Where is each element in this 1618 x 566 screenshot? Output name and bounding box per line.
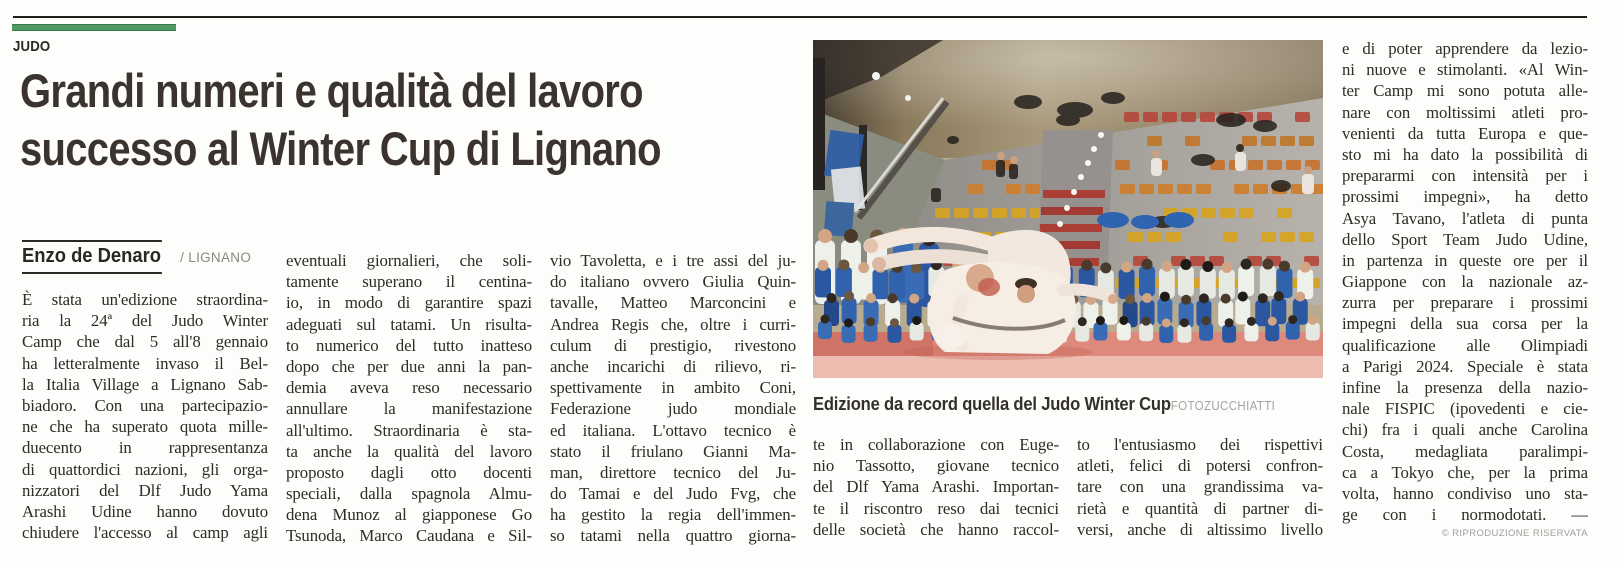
body-text-line: adeguati sul tatami. Un risulta- xyxy=(286,314,532,334)
body-text-line: ha letteralmente invaso il Bel- xyxy=(22,353,268,373)
byline-place xyxy=(180,250,251,265)
byline-location: LIGNANO xyxy=(188,250,252,265)
body-text-line: nare con moltissimi atleti pro- xyxy=(1342,102,1588,122)
body-text-line: to numerico del tutto inatteso xyxy=(286,335,532,355)
body-text-line: qualificazione alle Olimpiadi xyxy=(1342,335,1588,355)
body-text-line: culum di prestigio, rivestono xyxy=(550,335,796,355)
body-text-line: sto mi ha dato la possibilità di xyxy=(1342,144,1588,164)
byline-separator: / xyxy=(180,250,185,265)
body-column-5 xyxy=(1077,434,1323,540)
body-text-line: dopo che per due anni la pan- xyxy=(286,356,532,376)
body-text-line: biadoro. Con una partecipazio- xyxy=(22,395,268,415)
body-text-line: Camp che dal 5 all'8 gennaio xyxy=(22,332,268,352)
body-text-line: Andrea Regis che, oltre i curri- xyxy=(550,314,796,334)
body-text-line: te il riscontro reso dai tecnici xyxy=(813,498,1059,518)
body-text-line: Federazione judo mondiale xyxy=(550,399,796,419)
body-text-line: tavalle, Matteo Marconcini e xyxy=(550,293,796,313)
body-text-line: È stata un'edizione straordina- xyxy=(22,290,268,309)
body-text-line: la Italia Village a Lignano Sab- xyxy=(22,374,268,394)
body-text-line: nale FISPIC (ipovedenti e cie- xyxy=(1342,399,1588,419)
body-text-line: prossimi impegni», ha detto xyxy=(1342,187,1588,207)
section-kicker: JUDO xyxy=(13,38,51,55)
body-text-line: dello Sport Team Judo Udine, xyxy=(1342,229,1588,249)
headline-line-1: Grandi numeri e qualità del lavoro xyxy=(20,64,643,117)
body-text-line: versi, anche di altissimo livello xyxy=(1077,519,1323,539)
body-text-line: vio Tavoletta, e i tre assi del ju- xyxy=(550,251,796,270)
body-text-line: proposto dagli otto docenti xyxy=(286,462,532,482)
body-text-line: prepararmi con intensità per i xyxy=(1342,166,1588,186)
top-rule xyxy=(13,16,1587,18)
body-text-line: volta, hanno condiviso uno sta- xyxy=(1342,483,1588,503)
body-text-line: ne che ha superato quota mille- xyxy=(22,417,268,437)
section-accent-bar xyxy=(12,24,176,31)
photo-caption-text: Edizione da record quella del Judo Winter Cup xyxy=(813,394,1171,414)
body-text-line: di quattordici nazioni, gli orga- xyxy=(22,459,268,479)
body-text-line: do Tamai e del Judo Fvg, che xyxy=(550,484,796,504)
body-text-line: ni nuove e stimolanti. «Al Win- xyxy=(1342,60,1588,80)
body-text-line: ca a Tokyo che, per la prima xyxy=(1342,462,1588,482)
body-text-line: e di poter apprendere da lezio- xyxy=(1342,39,1588,58)
body-text-line: to l'entusiasmo dei rispettivi xyxy=(1077,435,1323,454)
photo-credit: FOTOZUCCHIATTI xyxy=(1170,399,1276,413)
body-text-line: delle società che hanno raccol- xyxy=(813,519,1059,539)
body-text-line: rietà e quantità di partner di- xyxy=(1077,498,1323,518)
body-text-line: nio Tassotto, giovane tecnico xyxy=(813,456,1059,476)
byline-author: Enzo de Denaro xyxy=(22,240,162,274)
body-text-line: tare con una grandissima va- xyxy=(1077,477,1323,497)
body-text-line: speciali, dalla spagnola Almu- xyxy=(286,484,532,504)
body-text-line: spettivamente in ambito Coni, xyxy=(550,378,796,398)
body-text-line: eventuali giornalieri, che soli- xyxy=(286,251,532,270)
body-text-line: chi) fra i quali anche Carolina xyxy=(1342,420,1588,440)
body-text-line: ha gestito la regia dell'immen- xyxy=(550,505,796,525)
body-text-line: te in collaborazione con Euge- xyxy=(813,435,1059,454)
body-text-line: del Dlf Yama Arashi. Importan- xyxy=(813,477,1059,497)
body-column-4 xyxy=(813,434,1059,540)
body-text-line: nizzatori del Dlf Judo Yama xyxy=(22,480,268,500)
body-text-line: Costa, medagliata paralimpi- xyxy=(1342,441,1588,461)
body-text-line: anche incarichi di rilievo, ri- xyxy=(550,356,796,376)
body-column-3 xyxy=(550,250,796,547)
body-text-line: Tsunoda, Marco Caudana e Sil- xyxy=(286,526,532,546)
article-photo xyxy=(813,40,1323,378)
body-text-line: ed italiana. L'ottavo tecnico è xyxy=(550,420,796,440)
judo-throw-illustration xyxy=(813,40,1323,378)
body-text-line: so tatami nella quattro giorna- xyxy=(550,526,796,546)
page-title xyxy=(20,62,820,178)
body-text-line: do italiano ovvero Giulia Quin- xyxy=(550,272,796,292)
body-column-2 xyxy=(286,250,532,547)
body-text-line: annullare la manifestazione xyxy=(286,399,532,419)
body-text-line: a Parigi 2024. Speciale è stata xyxy=(1342,356,1588,376)
body-text-line: demia aveva reso necessario xyxy=(286,378,532,398)
body-text-line: ge con i normodotati. — xyxy=(1342,505,1588,525)
body-text-line: venienti da tutta Europa e que- xyxy=(1342,123,1588,143)
body-text-line: all'ultimo. Straordinaria è sta- xyxy=(286,420,532,440)
copyright-notice: © RIPRODUZIONE RISERVATA xyxy=(1441,528,1588,539)
body-text-line: impegni della sua corsa per la xyxy=(1342,314,1588,334)
body-column-right xyxy=(1342,38,1588,525)
body-text-line: in partenza in queste ore per il xyxy=(1342,250,1588,270)
body-text-line: infine la presenza della nazio- xyxy=(1342,378,1588,397)
body-text-line: dena Munoz al giapponese Go xyxy=(286,505,532,525)
byline xyxy=(22,240,268,274)
body-text-line: atleti, felici di potersi confron- xyxy=(1077,456,1323,476)
body-text-line: man, direttore tecnico del Ju- xyxy=(550,462,796,482)
photo-caption xyxy=(813,394,1291,415)
body-text-line: ta anche la qualità del lavoro xyxy=(286,441,532,461)
body-text-line: zurra per preparare i prossimi xyxy=(1342,293,1588,313)
body-column-1 xyxy=(22,289,268,543)
headline-line-2: successo al Winter Cup di Lignano xyxy=(20,122,661,175)
body-text-line: duecento in rappresentanza xyxy=(22,438,268,458)
body-text-line: chiudere l'accesso al camp agli xyxy=(22,523,268,543)
body-text-line: io, in modo di garantire spazi xyxy=(286,293,532,313)
body-text-line: ria la 24ª del Judo Winter xyxy=(22,311,268,331)
body-text-line: ter Camp mi sono potuta alle- xyxy=(1342,81,1588,101)
body-text-line: Giappone con la nazionale az- xyxy=(1342,272,1588,292)
body-text-line: Arashi Udine hanno dovuto xyxy=(22,501,268,521)
body-text-line: stato il friulano Gianni Ma- xyxy=(550,441,796,461)
body-text-line: Asya Tavano, l'atleta di punta xyxy=(1342,208,1588,228)
body-text-line: tamente superano il centina- xyxy=(286,272,532,292)
